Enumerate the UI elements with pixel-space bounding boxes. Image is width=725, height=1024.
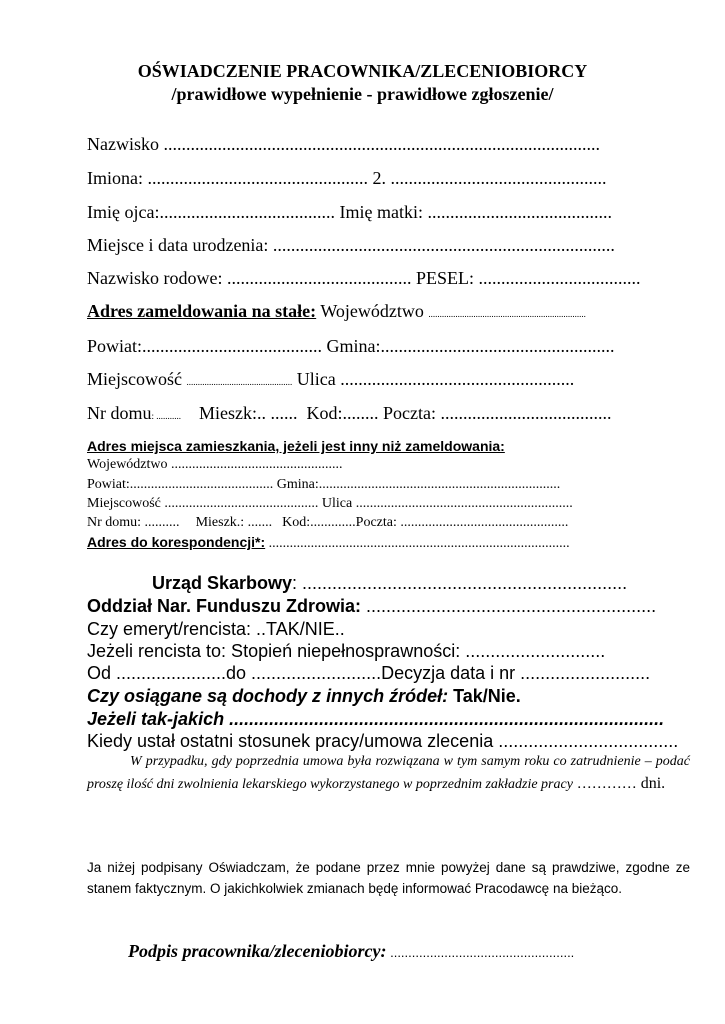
father-name-field[interactable]: Imię ojca:....................................... [87,202,340,222]
sick-note-paragraph [87,751,690,796]
correspondence-row [87,534,570,552]
first-name-2-field[interactable]: 2. ................................................ [372,168,607,188]
house-row [87,403,612,424]
disability-field[interactable]: Jeżeli rencista to: Stopień niepełnosprawności: ............................ [87,641,606,661]
flat-field[interactable]: Mieszk:.. ...... [199,403,298,423]
residence-voivodeship-field[interactable]: Województwo ................................................. [87,457,343,472]
county-field[interactable]: Powiat:........................................ [87,336,327,356]
period-field[interactable]: Od ......................do ..........................Decyzja data i nr .......................... [87,663,651,683]
registered-address-row [87,301,586,322]
last-job-field[interactable]: Kiedy ustał ostatni stosunek pracy/umowa zlecenia .................................... [87,731,679,751]
county-commune-row [87,336,615,357]
signature-field[interactable]: ................................................... [386,945,575,960]
signature-row [128,941,574,962]
signature-label: Podpis pracownika/zleceniobiorcy: [128,941,387,961]
house-field[interactable]: : ........... [151,411,182,421]
form-title: OŚWIADCZENIE PRACOWNIKA/ZLECENIOBIORCY [137,61,588,81]
income-row [87,686,521,707]
post-office-field[interactable]: Poczta: ...................................... [383,403,612,423]
registered-address-heading: Adres zameldowania na stałe: [87,301,317,321]
tax-office-label: Urząd Skarbowy [152,573,293,593]
pensioner-field[interactable]: Czy emeryt/rencista: ..TAK/NIE.. [87,619,345,639]
mother-name-field[interactable]: Imię matki: ......................................... [339,202,612,222]
birth-field[interactable]: Miejsce i data urodzenia: ............................................................................ [87,235,615,255]
residence-heading: Adres miejsca zamieszkania, jeżeli jest inny niż zameldowania: [87,438,505,454]
street-field[interactable]: Ulica .................................................... [292,369,575,389]
maiden-name-field[interactable]: Nazwisko rodowe: ......................................... [87,268,416,288]
house-label: Nr domu [87,403,152,423]
first-name-1-field[interactable]: Imiona: ................................................. [87,168,373,188]
income-answer-field[interactable]: Tak/Nie. [448,686,521,706]
locality-label: Miejscowość [87,369,187,389]
maiden-pesel-row [87,268,640,289]
parents-row [87,202,612,223]
nfz-label: Oddział Nar. Funduszu Zdrowia: [87,596,362,616]
locality-street-row [87,369,574,390]
pesel-field[interactable]: PESEL: .................................... [415,268,641,288]
residence-house-field[interactable]: Nr domu: .......... [87,515,180,530]
surname-field[interactable]: Nazwisko ................................................................................................. [87,134,600,154]
declaration-text: Ja niżej podpisany Oświadczam, że podane przez mnie powyżej dane są prawdziwe, zgodne ze stanem faktycznym. O jakichkolwiek zmianach będę informować Pracodawcę na bieżąco. [87,860,690,896]
residence-county-commune-field[interactable]: Powiat:......................................... Gmina:..................................................................... [87,477,561,492]
sick-days-label: dni. [636,775,666,792]
residence-house-row [87,515,568,531]
first-names-row [87,168,607,189]
nfz-field[interactable]: .......................................................... [361,596,657,616]
postcode-field[interactable]: Kod:........ [306,403,384,423]
registered-voivodeship-label: Województwo [316,301,429,321]
tax-office-field[interactable]: : ................................................................. [292,573,628,593]
locality-field[interactable]: ............................................... [186,377,293,387]
correspondence-field[interactable]: ...................................................................................... [265,536,570,551]
nfz-row [87,596,656,617]
income-question: Czy osiągane są dochody z innych źródeł: [87,686,449,706]
sick-days-field[interactable]: ………… [572,776,637,792]
residence-flat-field[interactable]: Mieszk.: ....... [195,515,273,530]
residence-postcode-field[interactable]: Kod:.............Poczta: ................................................ [282,515,569,530]
correspondence-heading: Adres do korespondencji*: [87,534,266,550]
form-subtitle: /prawidłowe wypełnienie - prawidłowe zgłoszenie/ [171,84,554,104]
residence-locality-street-field[interactable]: Miejscowość ............................................ Ulica .............................................................. [87,496,573,511]
income-sources-field[interactable]: Jeżeli tak-jakich ....................................................................................... [87,709,665,729]
registered-voivodeship-field[interactable]: ...................................................................... [428,309,586,319]
commune-field[interactable]: Gmina:.................................................... [326,336,615,356]
tax-office-row [152,573,627,594]
sick-note-text: W przypadku, gdy poprzednia umowa była rozwiązana w tym samym roku co zatrudnienie – podać proszę ilość dni zwolnienia lekarskiego wykorzystanego w poprzednim zakładzie pracy [87,754,690,792]
